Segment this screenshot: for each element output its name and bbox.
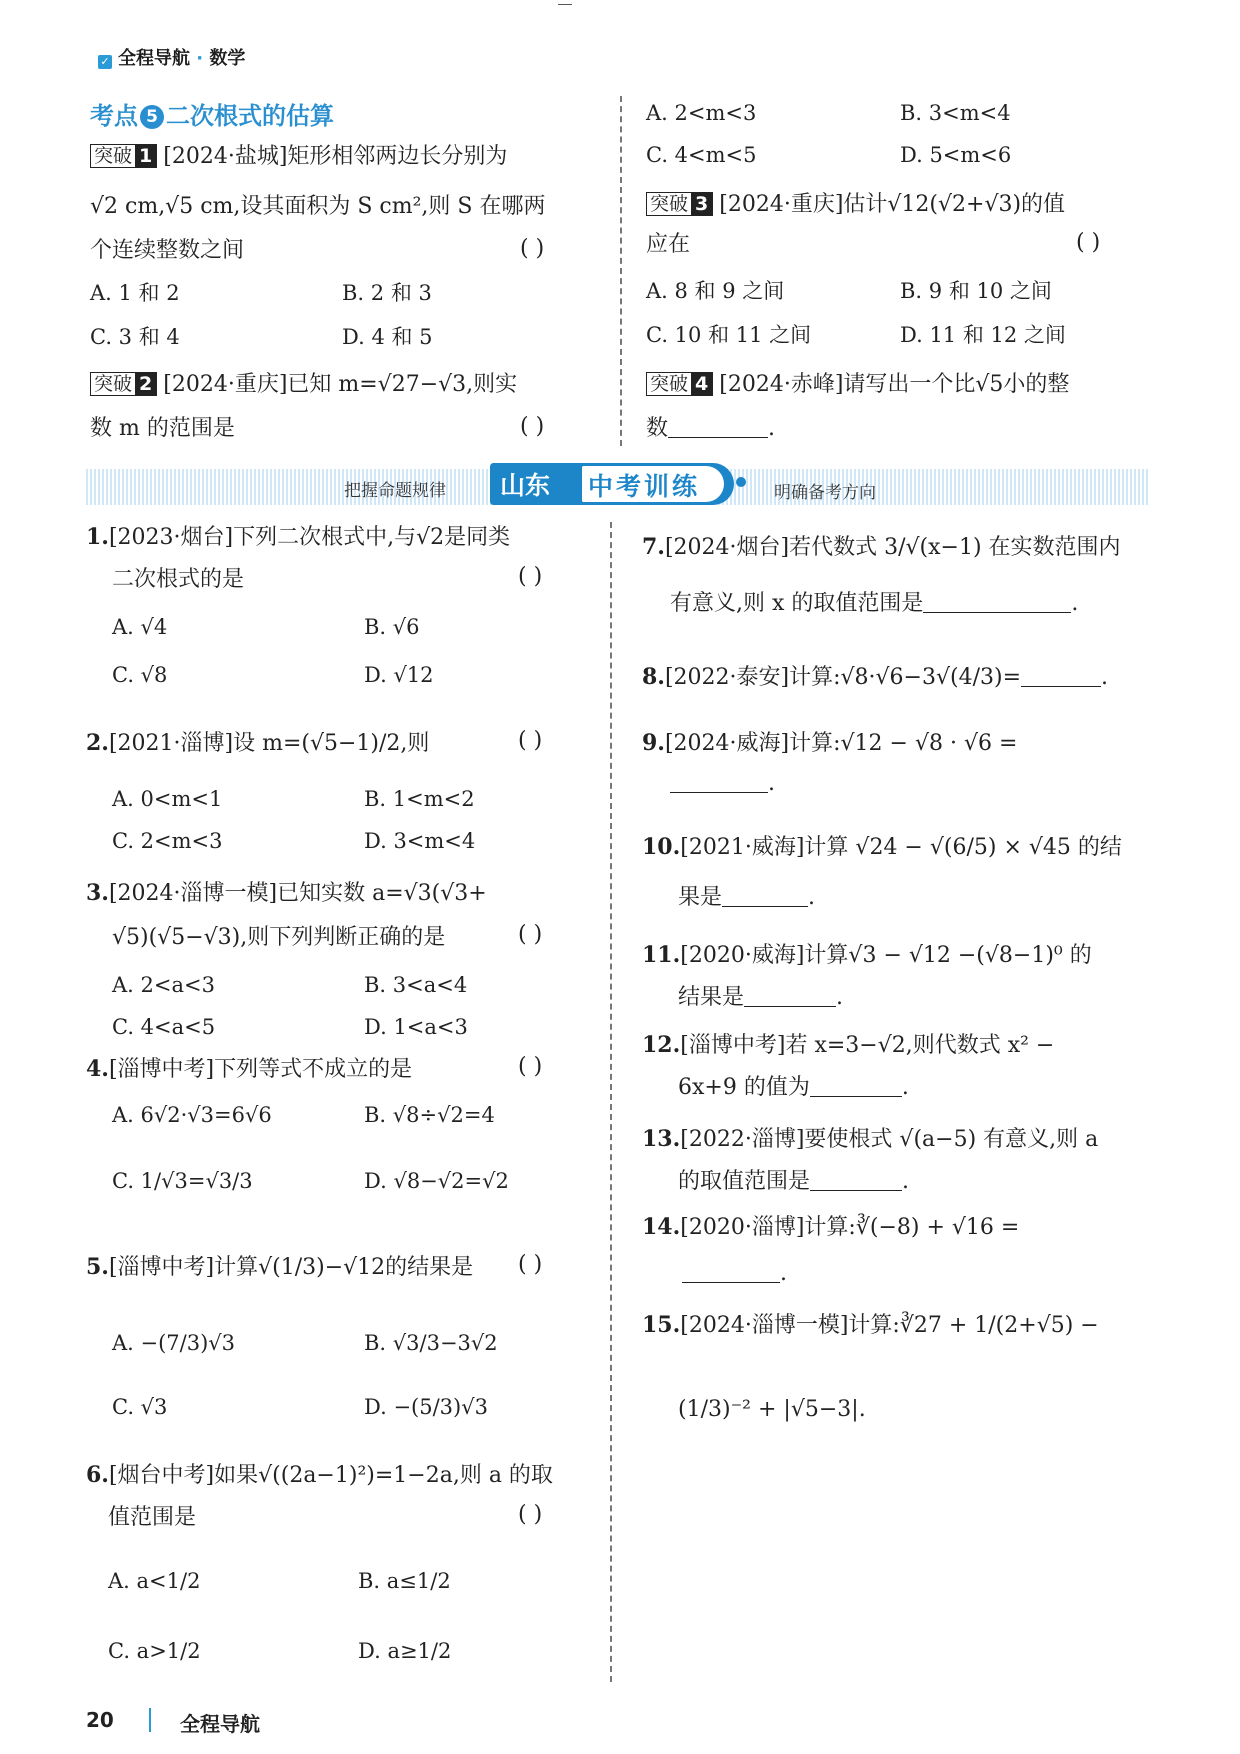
option: D. −(5/3)√3 [364, 1395, 488, 1419]
brand-dot: · [196, 48, 204, 69]
answer-paren: ( ) [518, 1502, 543, 1527]
breakthrough-3: 突破 3 [2024·重庆]估计√12(√2+√3)的值 应在 ( ) A. 8 和 9 之间 B. 9 和 10 之间 C. 10 和 11 之间 D. 11 和 12 之间 [646, 190, 1150, 274]
subject-name: 数学 [209, 48, 246, 69]
question-6: 6.[烟台中考]如果√((2a−1)²)=1−2a,则 a 的取 值范围是 ( ) A. a<1/2 B. a≤1/2 C. a>1/2 D. a≥1/2 [86, 1460, 596, 1533]
option: D. 11 和 12 之间 [900, 323, 1066, 347]
footer-divider [149, 1708, 151, 1732]
answer-blank[interactable] [670, 772, 768, 793]
option: C. 4<a<5 [112, 1015, 216, 1039]
answer-paren: ( ) [518, 922, 543, 947]
option: C. √3 [112, 1395, 168, 1419]
breakthrough-2: 突破 2 [2024·重庆]已知 m=√27−√3,则实 数 m 的范围是 ( ) [90, 372, 545, 441]
brand-name: 全程导航 [118, 48, 190, 69]
option: B. a≤1/2 [358, 1569, 451, 1593]
option: B. 3<m<4 [900, 101, 1011, 125]
question-5: 5.[淄博中考]计算√(1/3)−√12的结果是 ( ) A. −(7/3)√3 B. √3/3−3√2 C. √3 D. −(5/3)√3 [86, 1252, 596, 1283]
answer-blank[interactable] [744, 986, 836, 1007]
answer-blank[interactable] [923, 592, 1071, 613]
banner-pill [490, 463, 734, 505]
check-icon: ✓ [98, 55, 112, 69]
breakthrough-tag: 突破 2 [90, 372, 157, 396]
section-title: 考点 5 二次根式的估算 [90, 102, 334, 130]
page-number: 20 [86, 1708, 114, 1732]
option: D. √12 [364, 663, 434, 687]
option: D. 1<a<3 [364, 1015, 468, 1039]
answer-blank[interactable] [1021, 666, 1101, 687]
answer-blank[interactable] [810, 1076, 902, 1097]
top-mark [558, 4, 572, 5]
section-banner [86, 469, 1150, 505]
option: B. 9 和 10 之间 [900, 279, 1052, 303]
answer-paren: ( ) [518, 1054, 543, 1079]
answer-paren: ( ) [520, 236, 545, 261]
answer-blank[interactable] [722, 886, 808, 907]
option: A. −(7/3)√3 [112, 1331, 236, 1355]
answer-paren: ( ) [518, 728, 543, 753]
option: B. 3<a<4 [364, 973, 468, 997]
option: A. 2<m<3 [646, 101, 757, 125]
banner-title: 中考训练 [588, 472, 701, 501]
section-number: 5 [140, 105, 164, 129]
option: B. √3/3−3√2 [364, 1331, 498, 1355]
answer-blank[interactable] [810, 1170, 902, 1191]
banner-dot [736, 477, 746, 487]
question-14: 14.[2020·淄博]计算:∛(−8) + √16 = . [642, 1214, 1020, 1286]
option: A. 1 和 2 [90, 281, 180, 305]
banner-left-text: 把握命题规律 [344, 481, 446, 501]
option: B. √8÷√2=4 [364, 1103, 495, 1127]
question-11: 11.[2020·威海]计算√3 − √12 −(√8−1)⁰ 的 结果是 . [642, 942, 1092, 1010]
option: A. √4 [112, 615, 168, 639]
column-divider-top [620, 96, 622, 446]
option: D. 4 和 5 [342, 325, 433, 349]
answer-paren: ( ) [518, 564, 543, 589]
question-10: 10.[2021·威海]计算 √24 − √(6/5) × √45 的结 果是 . [642, 834, 1122, 910]
question-12: 12.[淄博中考]若 x=3−√2,则代数式 x² − 6x+9 的值为 . [642, 1032, 1055, 1100]
question-2: 2.[2021·淄博]设 m=(√5−1)/2,则 ( ) A. 0<m<1 B. 1<m<2 C. 2<m<3 D. 3<m<4 [86, 728, 596, 759]
option: C. √8 [112, 663, 168, 687]
answer-paren: ( ) [1076, 230, 1101, 255]
footer-brand: 全程导航 [180, 1712, 260, 1736]
question-13: 13.[2022·淄博]要使根式 √(a−5) 有意义,则 a 的取值范围是 . [642, 1126, 1099, 1194]
option: A. 8 和 9 之间 [646, 279, 785, 303]
question-1: 1.[2023·烟台]下列二次根式中,与√2是同类 二次根式的是 ( ) A. √4 B. √6 C. √8 D. √12 [86, 522, 596, 595]
breakthrough-1: 突破 1 [2024·盐城]矩形相邻两边长分别为 √2 cm,√5 cm,设其面积为 S cm²,则 S 在哪两 个连续整数之间 ( ) A. 1 和 2 B. 2 和 3 C. 3 和 4 D. 4 和 5 [90, 142, 598, 276]
breakthrough-tag: 突破 4 [646, 372, 713, 396]
question-7: 7.[2024·烟台]若代数式 3/√(x−1) 在实数范围内 有意义,则 x 的取值范围是 . [642, 534, 1121, 616]
banner-right-text: 明确备考方向 [774, 483, 876, 503]
question-9: 9.[2024·威海]计算:√12 − √8 · √6 = . [642, 730, 1018, 796]
option: D. √8−√2=√2 [364, 1169, 509, 1193]
question-15: 15.[2024·淄博一模]计算:∛27 + 1/(2+√5) − (1/3)⁻² + |√5−3|. [642, 1312, 1099, 1422]
answer-blank[interactable] [668, 417, 768, 438]
column-divider-main [610, 522, 612, 1682]
answer-paren: ( ) [518, 1252, 543, 1277]
brand-header [98, 44, 245, 70]
banner-region: 山东 [500, 471, 551, 500]
option: C. 10 和 11 之间 [646, 323, 812, 347]
option: D. a≥1/2 [358, 1639, 452, 1663]
option: B. 2 和 3 [342, 281, 432, 305]
option: C. a>1/2 [108, 1639, 201, 1663]
option: B. √6 [364, 615, 420, 639]
question-8: 8.[2022·泰安]计算:√8·√6−3√(4/3)= . [642, 664, 1109, 690]
breakthrough-tag: 突破 3 [646, 192, 713, 216]
breakthrough-4: 突破 4 [2024·赤峰]请写出一个比√5小的整 数 . [646, 372, 1070, 441]
option: A. 2<a<3 [112, 973, 215, 997]
question-4: 4.[淄博中考]下列等式不成立的是 ( ) A. 6√2·√3=6√6 B. √8÷√2=4 C. 1/√3=√3/3 D. √8−√2=√2 [86, 1054, 596, 1085]
option: C. 4<m<5 [646, 143, 757, 167]
option: B. 1<m<2 [364, 787, 475, 811]
option: C. 1/√3=√3/3 [112, 1169, 253, 1193]
answer-blank[interactable] [682, 1262, 780, 1283]
option: C. 3 和 4 [90, 325, 180, 349]
option: A. 0<m<1 [112, 787, 223, 811]
option: A. 6√2·√3=6√6 [112, 1103, 272, 1127]
option: A. a<1/2 [108, 1569, 201, 1593]
option: D. 3<m<4 [364, 829, 476, 853]
answer-paren: ( ) [520, 414, 545, 439]
option: D. 5<m<6 [900, 143, 1012, 167]
option: C. 2<m<3 [112, 829, 223, 853]
breakthrough-tag: 突破 1 [90, 144, 157, 168]
question-3: 3.[2024·淄博一模]已知实数 a=√3(√3+ √5)(√5−√3),则下列判断正确的是 ( ) A. 2<a<3 B. 3<a<4 C. 4<a<5 D. 1<a<3 [86, 878, 596, 953]
